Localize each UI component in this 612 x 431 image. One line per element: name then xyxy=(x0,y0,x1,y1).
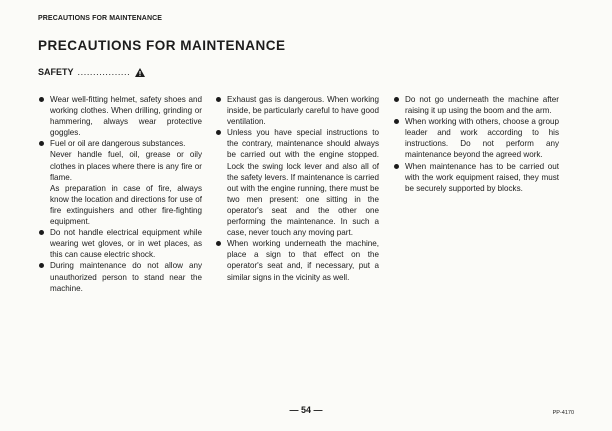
bullet-item xyxy=(393,116,559,160)
text-column-3 xyxy=(393,94,559,194)
section-leader: ................. xyxy=(77,67,131,77)
running-head: PRECAUTIONS FOR MAINTENANCE xyxy=(38,15,163,22)
reference-code: PP-4170 xyxy=(552,410,574,416)
item-text: Never handle fuel, oil, grease or oily clothes in places where there is any fire or flame. xyxy=(50,150,202,182)
page-title: PRECAUTIONS FOR MAINTENANCE xyxy=(38,38,286,53)
bullet-icon xyxy=(394,119,399,124)
warning-triangle-icon xyxy=(135,68,145,77)
page-number: — 54 — xyxy=(289,405,323,415)
bullet-icon xyxy=(394,97,399,102)
bullet-item xyxy=(393,161,559,194)
item-text: As preparation in case of fire, always know the location and directions for use of fire extinguishers and other fire-fighting equipment. xyxy=(50,183,202,227)
section-label: SAFETY xyxy=(38,67,74,77)
item-text: Do not go underneath the machine after raising it up using the boom and the arm. xyxy=(405,95,559,116)
item-text: Do not handle electrical equipment while wearing wet gloves, or in wet places, as this can cause electric shock. xyxy=(50,228,202,260)
bullet-item xyxy=(215,94,379,127)
bullet-icon xyxy=(39,97,44,102)
text-column-2 xyxy=(215,94,379,283)
bullet-icon xyxy=(394,164,399,169)
bullet-icon xyxy=(39,263,44,268)
bullet-item xyxy=(393,94,559,116)
bullet-item xyxy=(38,227,202,260)
item-text: When maintenance has to be carried out with the work equipment raised, they must be securely supported by blocks. xyxy=(405,161,559,193)
text-column-1 xyxy=(38,94,202,294)
bullet-icon xyxy=(216,241,221,246)
section-heading xyxy=(38,67,145,77)
paragraph xyxy=(38,149,202,182)
item-text: Fuel or oil are dangerous substances. xyxy=(50,139,186,149)
bullet-item xyxy=(215,127,379,238)
bullet-item xyxy=(215,238,379,282)
bullet-icon xyxy=(39,230,44,235)
bullet-item xyxy=(38,94,202,138)
item-text: During maintenance do not allow any unauthorized person to stand near the machine. xyxy=(50,261,202,293)
bullet-item xyxy=(38,138,202,149)
item-text: Exhaust gas is dangerous. When working inside, be particularly careful to have good ventilation. xyxy=(227,95,379,127)
bullet-icon xyxy=(216,130,221,135)
paragraph xyxy=(38,183,202,227)
bullet-icon xyxy=(216,97,221,102)
bullet-item xyxy=(38,260,202,293)
item-text: Wear well-fitting helmet, safety shoes and working clothes. When drilling, grinding or hammering, always wear protective goggles. xyxy=(50,95,202,138)
bullet-icon xyxy=(39,141,44,146)
item-text: When working with others, choose a group leader and work according to his instructions. Do not perform any maintenance beyond the agreed work. xyxy=(405,117,559,160)
item-text: Unless you have special instructions to the contrary, maintenance should always be carried out with the engine stopped. Lock the swing lock lever and also all of the safety levers. If maintenance is carried out with the engine running, there must be two men present: one sitting in the operator's seat and the other one performing the maintenance. In such a case, never touch any moving part. xyxy=(227,128,379,238)
item-text: When working underneath the machine, place a sign to that effect on the operator's seat and, if necessary, put a similar signs in the vicinity as well. xyxy=(227,239,379,282)
